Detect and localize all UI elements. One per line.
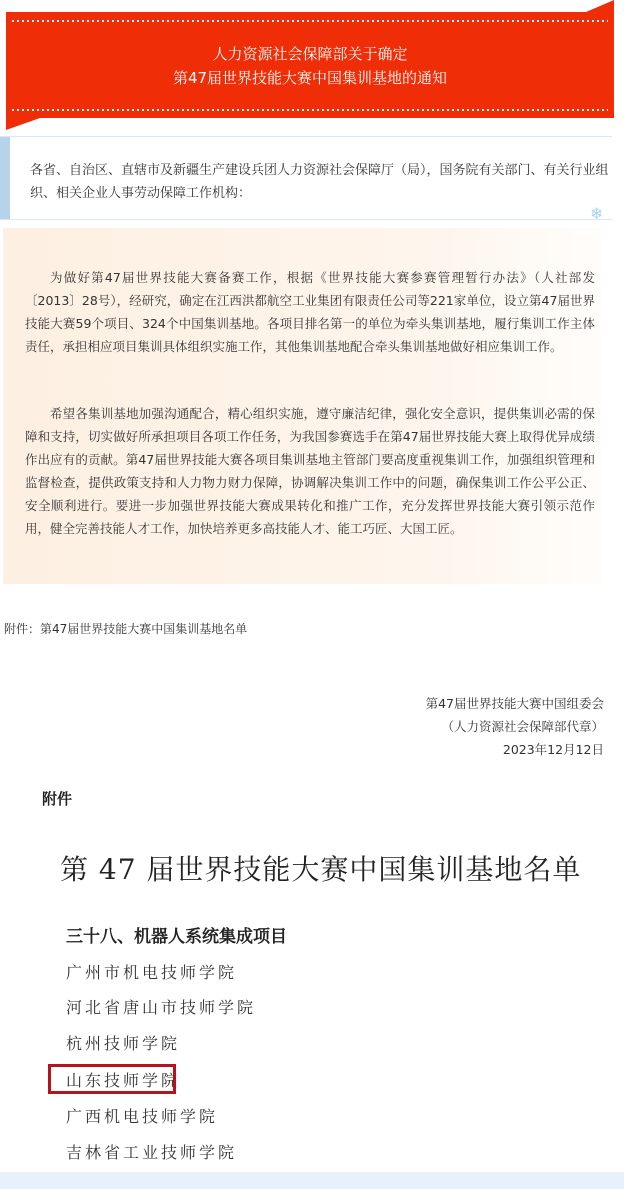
attachment-note: 附件：第47届世界技能大赛中国集训基地名单: [4, 622, 248, 636]
ribbon-dotted-line-bottom: [12, 109, 608, 111]
list-item: 河北省唐山市技师学院: [66, 998, 257, 1017]
body-paragraph-1: 为做好第47届世界技能大赛备赛工作，根据《世界技能大赛参赛管理暂行办法》（人社部发〔2013〕28号），经研究，确定在江西洪都航空工业集团有限责任公司等221家单位，设立第47届世界技能大赛59个项目、324个中国集训基地。各项目排名第一的单位为牵头集训基地，履行集训工作主体责任，承担相应项目集训具体组织实施工作，其他集训基地配合牵头集训基地做好相应集训工作。: [25, 270, 595, 354]
ribbon-fold-top-right: [586, 0, 614, 12]
list-item: 广西机电技师学院: [66, 1107, 219, 1126]
list-item: 杭州技师学院: [66, 1034, 181, 1053]
signature-date: 2023年12月12日: [502, 742, 604, 757]
snowflake-icon: ❄: [590, 204, 604, 223]
signature-seal: （人力资源社会保障部代章）: [441, 719, 604, 734]
attachment-section-heading: 三十八、机器人系统集成项目: [66, 927, 287, 947]
addressee-box: [0, 136, 612, 220]
attachment-label: 附件: [42, 790, 73, 808]
footer-band: [0, 1172, 624, 1189]
header-ribbon: [6, 12, 614, 118]
body-paragraph-2: 希望各集训基地加强沟通配合，精心组织实施，遵守廉洁纪律，强化安全意识，提供集训必需的保障和支持，切实做好所承担项目各项工作任务，为我国参赛选手在第47届世界技能大赛上取得优异成绩作出应有的贡献。第47届世界技能大赛各项目集训基地主管部门要高度重视集训工作，加强组织管理和监督检查，提供政策支持和人力物力财力保障，协调解决集训工作中的问题，确保集训工作公平公正、安全顺利进行。要进一步加强世界技能大赛成果转化和推广工作，充分发挥世界技能大赛引领示范作用，健全完善技能人才工作，加快培养更多高技能人才、能工巧匠、大国工匠。: [25, 406, 595, 536]
page-title-line-2: 第47届世界技能大赛中国集训基地的通知: [172, 69, 448, 87]
addressee-accent-bar: [0, 137, 10, 219]
page-title-line-1: 人力资源社会保障部关于确定: [212, 45, 408, 63]
ribbon-fold-bottom-left: [6, 118, 40, 130]
notice-body: [3, 228, 601, 584]
list-item-highlighted: 山东技师学院: [66, 1071, 181, 1090]
attachment-title: 第 47 届世界技能大赛中国集训基地名单: [60, 853, 582, 886]
page-title: [6, 42, 614, 90]
ribbon-dotted-line-top: [12, 20, 608, 22]
list-item: 广州市机电技师学院: [66, 963, 238, 982]
highlight-box: [48, 1064, 176, 1094]
signature-org: 第47届世界技能大赛中国组委会: [425, 696, 604, 711]
list-item: 吉林省工业技师学院: [66, 1143, 238, 1162]
addressee-text: 各省、自治区、直辖市及新疆生产建设兵团人力资源社会保障厅（局），国务院有关部门、有关行业组织、相关企业人事劳动保障工作机构：: [30, 163, 609, 201]
